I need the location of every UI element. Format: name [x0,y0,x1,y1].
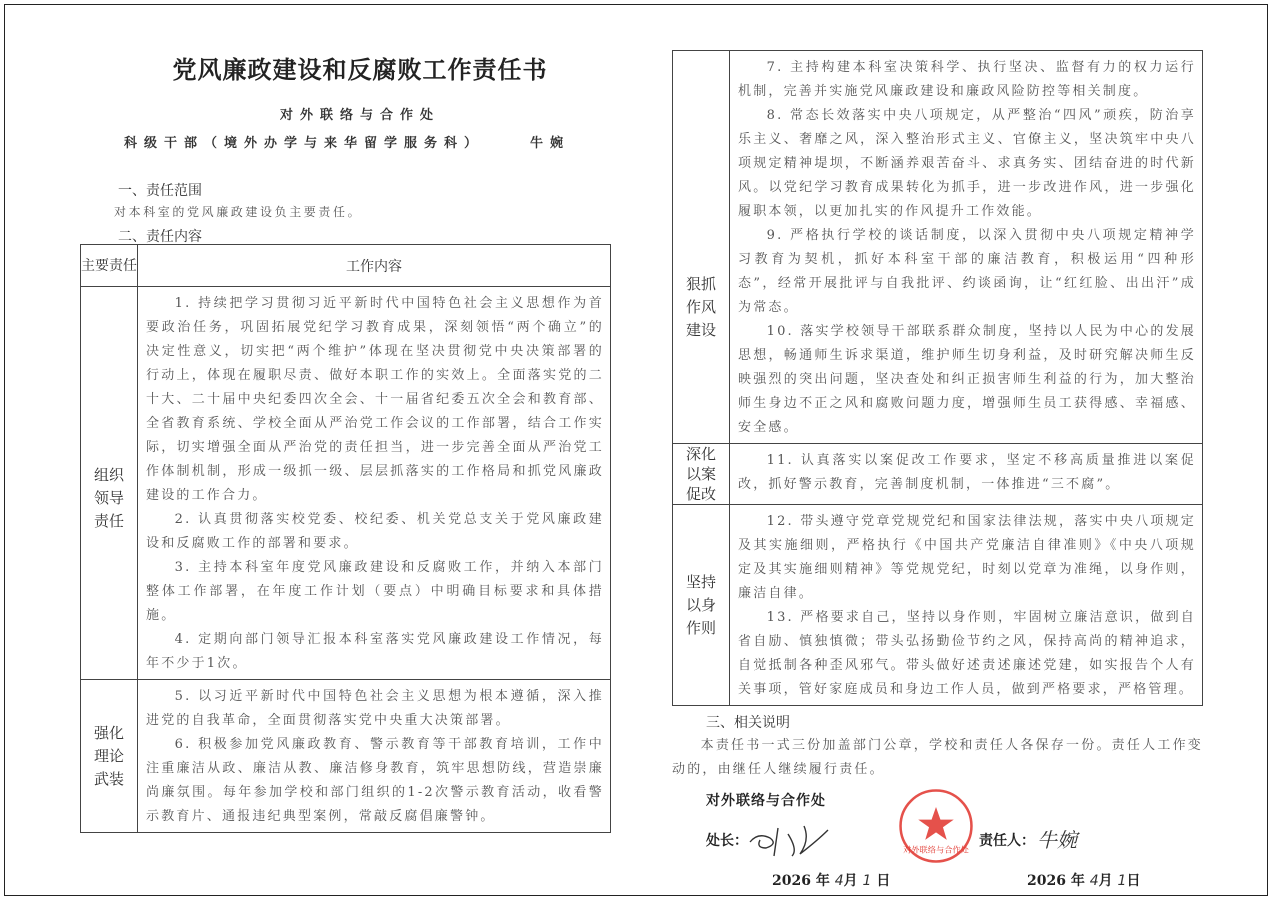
month-unit: 月 [843,873,858,889]
day-unit: 日 [1126,873,1141,889]
table-row [81,680,611,833]
row-label: 组织领导责任 [93,465,124,530]
position-role: 科级干部（境外办学与来华留学服务科） [124,136,485,151]
department-line: 对外联络与合作处 [279,108,440,123]
row-label: 强化理论武装 [93,723,124,788]
table-row [673,444,1203,505]
responsible-signature: 牛婉 [1037,828,1077,852]
responsibility-table-left [80,244,611,833]
item-4: 4. 定期向部门领导汇报本科室落实党风廉政建设工作情况，每年不少于1次。 [146,632,604,671]
date-left [772,870,890,890]
section2-heading: 二、责任内容 [118,229,202,245]
section3-heading: 三、相关说明 [706,715,790,731]
table-row [673,51,1203,444]
item-11: 11. 认真落实以案促改工作要求，坚定不移高质量推进以案促改，抓好警示教育，完善制度机制，一体推进“三不腐”。 [738,453,1196,492]
month: 4 [834,873,844,889]
director-signature [748,820,838,860]
month-unit: 月 [1098,873,1113,889]
month: 4 [1089,873,1099,889]
header-work-content: 工作内容 [138,245,611,287]
responsibility-table-right [672,50,1203,706]
position-name: 牛婉 [530,136,571,151]
section1-text: 对本科室的党风廉政建设负主要责任。 [114,205,363,219]
director-label: 处长： [706,833,748,849]
seal-star-icon [918,807,953,840]
item-6: 6. 积极参加党风廉政教育、警示教育等干部教育培训，工作中注重廉洁从政、廉洁从教、廉洁修身教育，筑牢思想防线，营造崇廉尚廉氛围。每年参加学校和部门组织的1-2次警示教育活动，收看警示教育片、通报违纪典型案例，常敲反腐倡廉警钟。 [146,737,604,824]
day-unit: 日 [876,873,891,889]
responsible-label: 责任人： [979,833,1035,849]
right-column [672,50,1203,902]
year-unit: 年 [815,873,830,889]
seal-text: 对外联络与合作处 [903,844,969,855]
date-right [1027,870,1140,890]
row-label: 狠抓作风建设 [685,274,716,339]
item-10: 10. 落实学校领导干部联系群众制度，坚持以人民为中心的发展思想，畅通师生诉求渠道，维护师生切身利益，及时研究解决师生反映强烈的突出问题，坚决查处和纠正损害师生利益的行为，加大整治师生身边不正之风和腐败问题力度，增强师生员工获得感、幸福感、安全感。 [738,324,1196,435]
item-9: 9. 严格执行学校的谈话制度，以深入贯彻中央八项规定精神学习教育为契机，抓好本科室干部的廉洁教育，积极运用“四种形态”，经常开展批评与自我批评、约谈函询，让“红红脸、出出汗”成为常态。 [738,228,1196,315]
item-1: 1. 持续把学习贯彻习近平新时代中国特色社会主义思想作为首要政治任务，巩固拓展党纪学习教育成果，深刻领悟“两个确立”的决定性意义，切实把“两个维护”体现在坚决贯彻党中央决策部署的行动上，体现在履职尽责、做好本职工作的实效上。全面落实党的二十大、二十届中央纪委四次全会、十一届省纪委五次全会和教育部、全省教育系统、学校全面从严治党工作会议的工作部署，结合工作实际，切实增强全面从严治党的责任担当，进一步完善全面从严治党工作体制机制，形成一级抓一级、层层抓落实的工作格局和抓党风廉政建设的工作合力。 [146,296,604,503]
day: 1 [862,873,872,889]
document-title: 党风廉政建设和反腐败工作责任书 [172,55,548,84]
year: 2026 [1027,873,1066,889]
item-3: 3. 主持本科室年度党风廉政建设和反腐败工作，并纳入本部门整体工作部署，在年度工作计划（要点）中明确目标要求和具体措施。 [146,560,604,623]
item-5: 5. 以习近平新时代中国特色社会主义思想为根本遵循，深入推进党的自我革命，全面贯彻落实党中央重大决策部署。 [146,689,604,728]
item-2: 2. 认真贯彻落实校党委、校纪委、机关党总支关于党风廉政建设和反腐败工作的部署和要求。 [146,512,604,551]
item-7: 7. 主持构建本科室决策科学、执行坚决、监督有力的权力运行机制，完善并实施党风廉政建设和廉政风险防控等相关制度。 [738,60,1196,99]
row-label: 坚持以身作则 [685,572,716,637]
official-seal [898,788,974,864]
signoff-block [672,790,1203,902]
header-main-responsibility: 主要责任 [81,245,138,287]
row-label: 深化以案促改 [685,445,716,503]
section3 [672,712,1203,782]
item-12: 12. 带头遵守党章党规党纪和国家法律法规，落实中央八项规定及其实施细则，严格执行《中国共产党廉洁自律准则》《中央八项规定及其实施细则精神》等党规党纪，时刻以党章为准绳，以身作则，廉洁自律。 [738,514,1196,601]
signoff-unit: 对外联络与合作处 [706,793,826,809]
section1-heading: 一、责任范围 [118,183,202,199]
year: 2026 [772,873,811,889]
year-unit: 年 [1070,873,1085,889]
day: 1 [1117,873,1127,889]
section3-text: 本责任书一式三份加盖部门公章，学校和责任人各保存一份。责任人工作变动的，由继任人继续履行责任。 [672,738,1203,777]
item-13: 13. 严格要求自己，坚持以身作则，牢固树立廉洁意识，做到自省自励、慎独慎微；带头弘扬勤俭节约之风，保持高尚的精神追求，自觉抵制各种歪风邪气。带头做好述责述廉述党建，如实报告个人有关事项，管好家庭成员和身边工作人员，做到严格要求，严格管理。 [738,610,1196,697]
item-8: 8. 常态长效落实中央八项规定，从严整治“四风”顽疾，防治享乐主义、奢靡之风，深入整治形式主义、官僚主义，坚决筑牢中央八项规定精神堤坝，不断涵养艰苦奋斗、求真务实、团结奋进的时代新风。以党纪学习教育成果转化为抓手，进一步改进作风，进一步强化履职本领，以更加扎实的作风提升工作效能。 [738,108,1196,219]
table-row [81,287,611,680]
table-row [673,505,1203,706]
